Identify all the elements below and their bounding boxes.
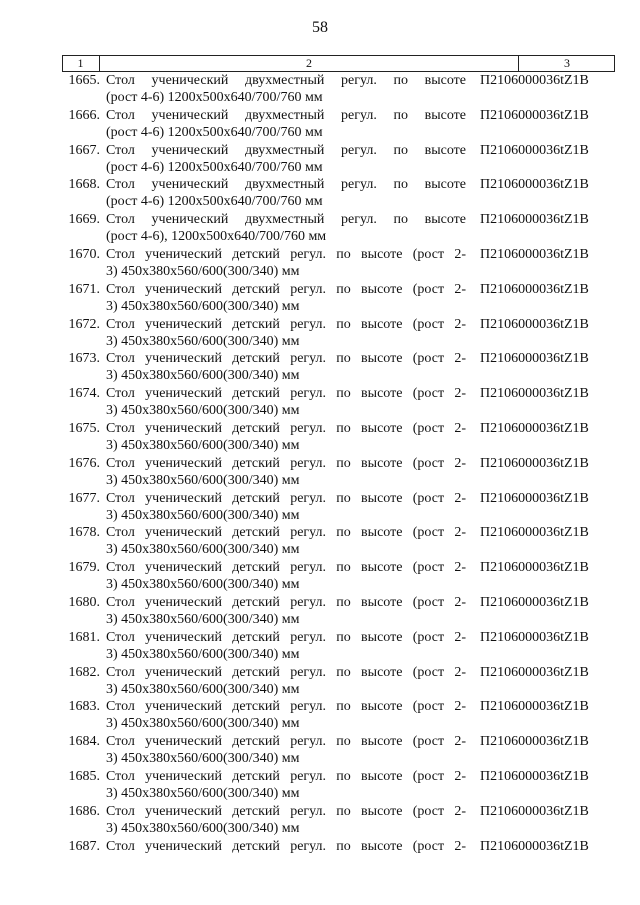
- table-row: [62, 385, 615, 420]
- row-number: 1678.: [68, 525, 100, 541]
- row-code: П2106000036tZ1B: [480, 560, 589, 576]
- row-code: П2106000036tZ1B: [480, 177, 589, 193]
- row-number: 1681.: [68, 629, 100, 645]
- row-description: [106, 176, 466, 211]
- table-row: [62, 803, 615, 838]
- description-line-1: Стол ученический детский регул. по высоте (рост 2-: [106, 768, 466, 784]
- description-line-1: Стол ученический детский регул. по высоте (рост 2-: [106, 490, 466, 506]
- row-code: П2106000036tZ1B: [480, 629, 589, 645]
- description-line-1: Стол ученический детский регул. по высоте (рост 2-: [106, 803, 466, 819]
- row-description: [106, 559, 466, 594]
- table-row: [62, 107, 615, 142]
- description-line-1: Стол ученический детский регул. по высоте (рост 2-: [106, 664, 466, 680]
- row-description: [106, 490, 466, 525]
- table-row: [62, 281, 615, 316]
- row-number: 1683.: [68, 699, 100, 715]
- row-description: [106, 768, 466, 803]
- row-number: 1684.: [68, 734, 100, 750]
- row-code: П2106000036tZ1B: [480, 594, 589, 610]
- description-line-2: 3) 450х380х560/600(300/340) мм: [106, 263, 300, 279]
- table-row: [62, 664, 615, 699]
- row-description: [106, 211, 466, 246]
- row-code: П2106000036tZ1B: [480, 73, 589, 88]
- description-line-2: (рост 4-6) 1200х500х640/700/760 мм: [106, 159, 323, 175]
- description-line-1: Стол ученический двухместный регул. по высоте: [106, 107, 466, 123]
- description-line-1: Стол ученический детский регул. по высоте (рост 2-: [106, 699, 466, 715]
- row-code: П2106000036tZ1B: [480, 664, 589, 680]
- description-line-2: 3) 450х380х560/600(300/340) мм: [106, 611, 300, 627]
- row-description: [106, 664, 466, 699]
- table-row: [62, 142, 615, 177]
- row-description: [106, 107, 466, 142]
- row-code: П2106000036tZ1B: [480, 316, 589, 332]
- page-number: 58: [312, 19, 328, 36]
- column-header-1: 1: [62, 56, 100, 71]
- row-description: [106, 72, 466, 107]
- description-line-1: Стол ученический детский регул. по высоте (рост 2-: [106, 246, 466, 262]
- column-header-2: 2: [100, 56, 519, 71]
- table-row: [62, 838, 615, 873]
- row-code: П2106000036tZ1B: [480, 246, 589, 262]
- row-description: [106, 281, 466, 316]
- row-description: [106, 733, 466, 768]
- row-code: П2106000036tZ1B: [480, 734, 589, 750]
- row-number: 1685.: [68, 768, 100, 784]
- description-line-2: 3) 450х380х560/600(300/340) мм: [106, 751, 300, 767]
- row-code: П2106000036tZ1B: [480, 525, 589, 541]
- row-code: П2106000036tZ1B: [480, 281, 589, 297]
- row-number: 1674.: [68, 386, 100, 402]
- table-row: [62, 733, 615, 768]
- row-number: 1668.: [68, 177, 100, 193]
- description-line-2: (рост 4-6) 1200х500х640/700/760 мм: [106, 124, 323, 140]
- table-row: [62, 72, 615, 107]
- description-line-1: Стол ученический детский регул. по высоте (рост 2-: [106, 420, 466, 436]
- row-description: [106, 420, 466, 455]
- table-border-left: [62, 55, 63, 71]
- row-number: 1665.: [68, 73, 100, 88]
- row-number: 1670.: [68, 246, 100, 262]
- row-code: П2106000036tZ1B: [480, 420, 589, 436]
- description-line-2: (рост 4-6) 1200х500х640/700/760 мм: [106, 90, 323, 105]
- description-line-1: Стол ученический двухместный регул. по высоте: [106, 212, 466, 228]
- description-line-2: (рост 4-6), 1200х500х640/700/760 мм: [106, 229, 327, 245]
- row-code: П2106000036tZ1B: [480, 142, 589, 158]
- table-body: [62, 72, 615, 872]
- table-row: [62, 594, 615, 629]
- description-line-1: Стол ученический детский регул. по высоте (рост 2-: [106, 351, 466, 367]
- description-line-2: 3) 450х380х560/600(300/340) мм: [106, 646, 300, 662]
- table-row: [62, 350, 615, 385]
- table-row: [62, 629, 615, 664]
- row-code: П2106000036tZ1B: [480, 803, 589, 819]
- description-line-2: 3) 450х380х560/600(300/340) мм: [106, 681, 300, 697]
- row-code: П2106000036tZ1B: [480, 107, 589, 123]
- row-description: [106, 698, 466, 733]
- table-row: [62, 490, 615, 525]
- description-line-2: 3) 450х380х560/600(300/340) мм: [106, 472, 300, 488]
- table-row: [62, 524, 615, 559]
- table-row: [62, 246, 615, 281]
- row-code: П2106000036tZ1B: [480, 386, 589, 402]
- description-line-1: Стол ученический детский регул. по высоте (рост 2-: [106, 281, 466, 297]
- row-code: П2106000036tZ1B: [480, 212, 589, 228]
- table-header: [62, 55, 615, 72]
- description-line-2: 3) 450х380х560/600(300/340) мм: [106, 333, 300, 349]
- description-line-2: 3) 450х380х560/600(300/340) мм: [106, 403, 300, 419]
- row-code: П2106000036tZ1B: [480, 351, 589, 367]
- description-line-2: 3) 450х380х560/600(300/340) мм: [106, 542, 300, 558]
- description-line-2: 3) 450х380х560/600(300/340) мм: [106, 368, 300, 384]
- description-line-1: Стол ученический детский регул. по высоте (рост 2-: [106, 838, 466, 854]
- description-line-2: 3) 450х380х560/600(300/340) мм: [106, 716, 300, 732]
- table-border-right: [614, 55, 615, 71]
- row-code: П2106000036tZ1B: [480, 768, 589, 784]
- row-code: П2106000036tZ1B: [480, 699, 589, 715]
- row-number: 1671.: [68, 281, 100, 297]
- table-row: [62, 176, 615, 211]
- description-line-1: Стол ученический детский регул. по высоте (рост 2-: [106, 629, 466, 645]
- items-table: [62, 55, 615, 872]
- description-line-2: 3) 450х380х560/600(300/340) мм: [106, 785, 300, 801]
- row-description: [106, 594, 466, 629]
- description-line-1: Стол ученический детский регул. по высоте (рост 2-: [106, 594, 466, 610]
- description-line-1: Стол ученический детский регул. по высоте (рост 2-: [106, 386, 466, 402]
- description-line-1: Стол ученический двухместный регул. по высоте: [106, 73, 466, 88]
- row-number: 1673.: [68, 351, 100, 367]
- description-line-1: Стол ученический детский регул. по высоте (рост 2-: [106, 316, 466, 332]
- table-row: [62, 698, 615, 733]
- row-number: 1676.: [68, 455, 100, 471]
- row-code: П2106000036tZ1B: [480, 490, 589, 506]
- row-description: [106, 803, 466, 838]
- description-line-1: Стол ученический двухместный регул. по высоте: [106, 142, 466, 158]
- row-description: [106, 316, 466, 351]
- description-line-1: Стол ученический детский регул. по высоте (рост 2-: [106, 560, 466, 576]
- row-number: 1672.: [68, 316, 100, 332]
- row-description: [106, 385, 466, 420]
- description-line-2: 3) 450х380х560/600(300/340) мм: [106, 298, 300, 314]
- row-description: [106, 455, 466, 490]
- row-description: [106, 142, 466, 177]
- description-line-1: Стол ученический детский регул. по высоте (рост 2-: [106, 734, 466, 750]
- row-description: [106, 629, 466, 664]
- row-number: 1677.: [68, 490, 100, 506]
- row-number: 1675.: [68, 420, 100, 436]
- row-number: 1679.: [68, 560, 100, 576]
- row-description: [106, 246, 466, 281]
- row-code: П2106000036tZ1B: [480, 838, 589, 854]
- table-row: [62, 559, 615, 594]
- description-line-1: Стол ученический детский регул. по высоте (рост 2-: [106, 455, 466, 471]
- table-row: [62, 420, 615, 455]
- description-line-2: (рост 4-6) 1200х500х640/700/760 мм: [106, 194, 323, 210]
- column-header-3: 3: [564, 56, 570, 70]
- row-number: 1666.: [68, 107, 100, 123]
- description-line-2: 3) 450х380х560/600(300/340) мм: [106, 820, 300, 836]
- row-number: 1682.: [68, 664, 100, 680]
- description-line-2: 3) 450х380х560/600(300/340) мм: [106, 577, 300, 593]
- description-line-2: 3) 450х380х560/600(300/340) мм: [106, 507, 300, 523]
- row-number: 1667.: [68, 142, 100, 158]
- table-row: [62, 211, 615, 246]
- row-description: [106, 838, 466, 873]
- description-line-2: 3) 450х380х560/600(300/340) мм: [106, 437, 300, 453]
- table-row: [62, 316, 615, 351]
- row-number: 1680.: [68, 594, 100, 610]
- row-number: 1687.: [68, 838, 100, 854]
- row-number: 1669.: [68, 212, 100, 228]
- description-line-1: Стол ученический детский регул. по высоте (рост 2-: [106, 525, 466, 541]
- row-number: 1686.: [68, 803, 100, 819]
- description-line-1: Стол ученический двухместный регул. по высоте: [106, 177, 466, 193]
- table-row: [62, 455, 615, 490]
- row-code: П2106000036tZ1B: [480, 455, 589, 471]
- row-description: [106, 524, 466, 559]
- row-description: [106, 350, 466, 385]
- table-row: [62, 768, 615, 803]
